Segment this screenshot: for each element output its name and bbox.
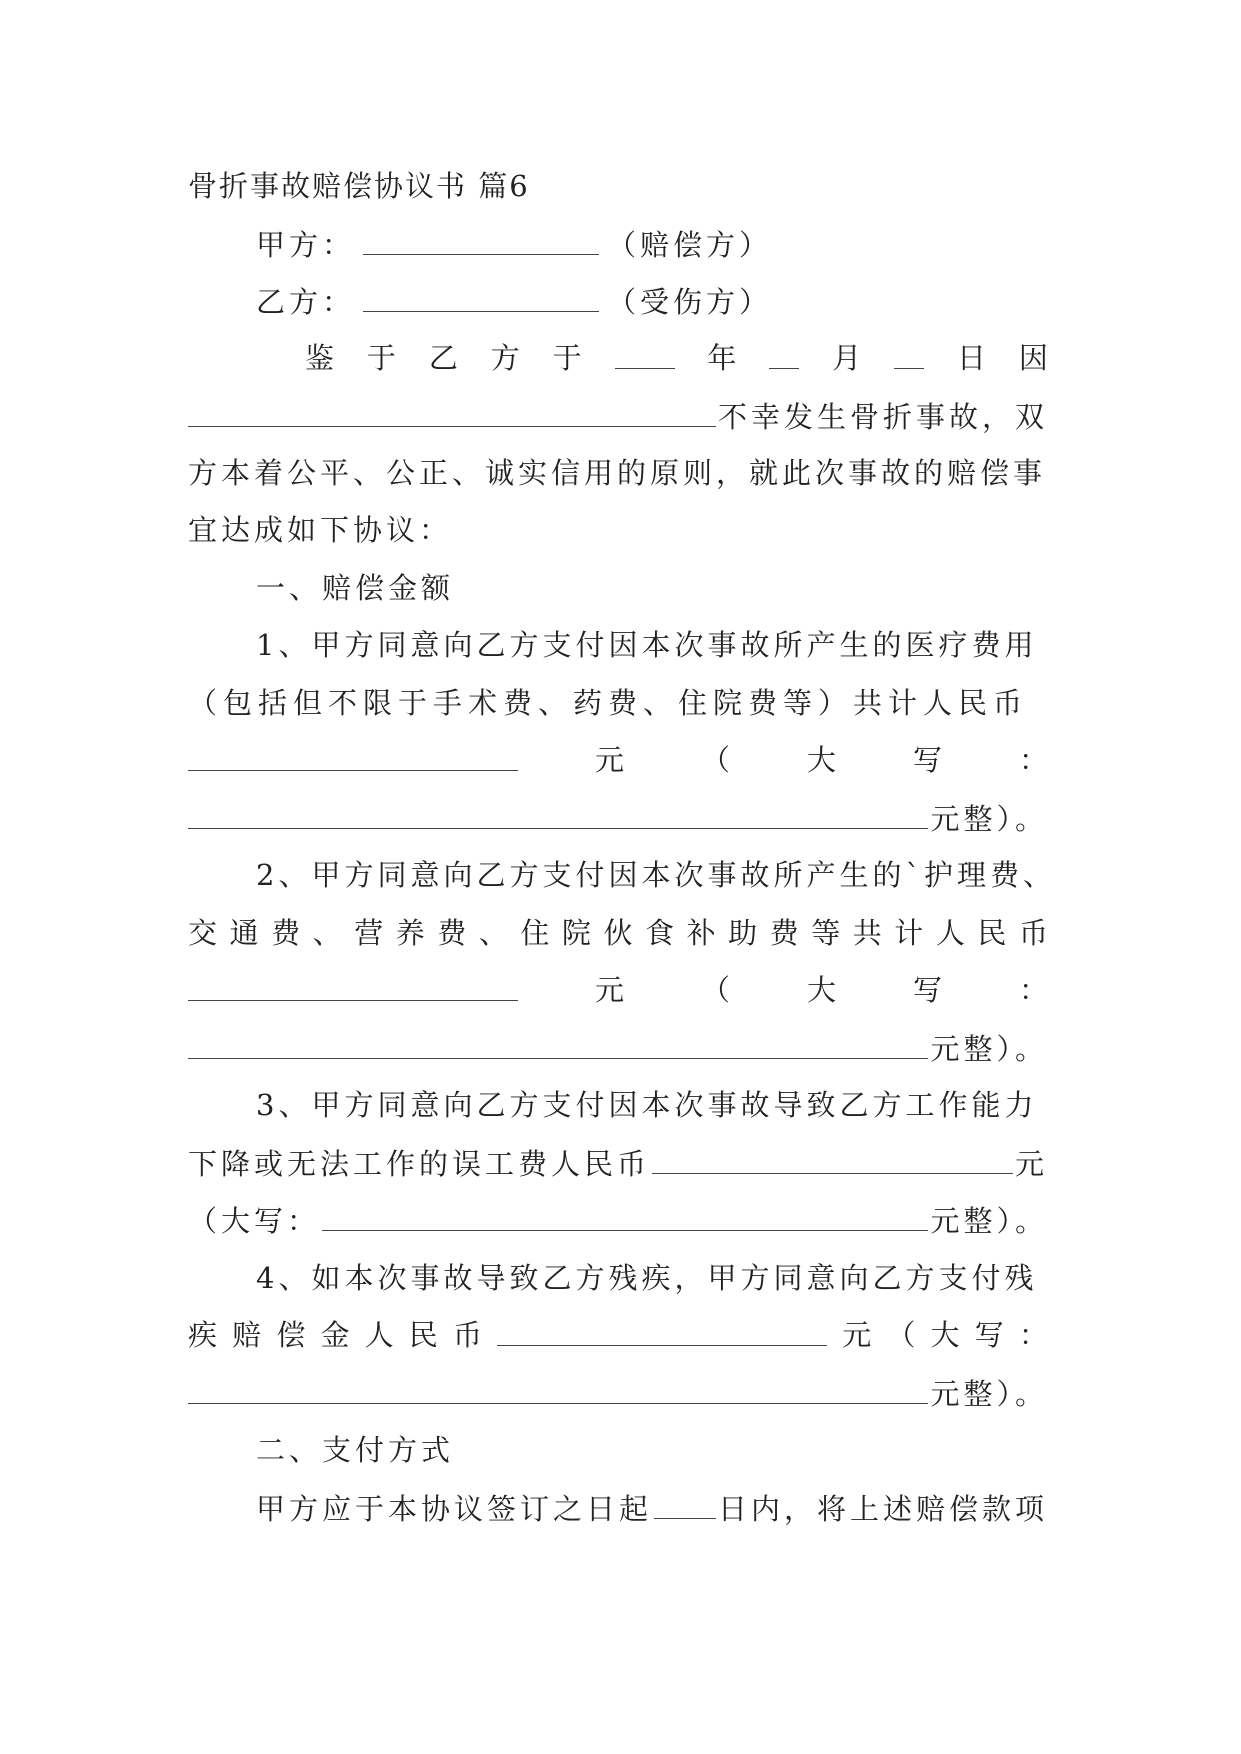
section-2-heading: 二、支付方式 <box>256 1433 455 1467</box>
item-4-line-2: 疾 赔 偿 金 人 民 币 元 （ 大 写 ： <box>188 1315 1048 1355</box>
payment-days-blank <box>654 1488 716 1519</box>
item-4-amount-blank <box>497 1315 827 1346</box>
item-2-line-1: 2、甲方同意向乙方支付因本次事故所产生的`护理费、 <box>256 858 1056 892</box>
item-1-amount-blank <box>188 740 518 771</box>
party-a-line <box>256 224 1048 264</box>
item-1-line-4: 元整）。 <box>188 798 1048 838</box>
party-b-role: （受伤方） <box>607 285 773 319</box>
document-title: 骨折事故赔偿协议书 篇6 <box>188 169 530 203</box>
item-1-line-1: 1、甲方同意向乙方支付因本次事故所产生的医疗费用 <box>256 628 1038 662</box>
item-2-line-3: 元 （ 大 写 ： <box>188 970 1048 1010</box>
month-blank <box>769 338 799 369</box>
party-a-blank <box>363 224 599 255</box>
item-3-uppercase-blank <box>322 1200 928 1231</box>
item-1-line-3: 元 （ 大 写 ： <box>188 740 1048 780</box>
party-b-line <box>256 281 1048 321</box>
item-3-amount-blank <box>652 1143 1013 1174</box>
item-2-amount-blank <box>188 970 518 1001</box>
item-2-line-4: 元整）。 <box>188 1028 1048 1068</box>
section-1-heading: 一、赔偿金额 <box>256 571 455 605</box>
item-2-uppercase-blank <box>188 1028 928 1059</box>
item-4-line-3: 元整）。 <box>188 1373 1048 1413</box>
year-blank <box>615 338 675 369</box>
intro-line-3: 方本着公平、公正、诚实信用的原则，就此次事故的赔偿事 <box>188 456 1047 490</box>
item-3-line-1: 3、甲方同意向乙方支付因本次事故导致乙方工作能力 <box>256 1088 1038 1122</box>
cause-blank <box>188 396 716 427</box>
intro-line-2: 不幸发生骨折事故，双 <box>188 396 1048 436</box>
item-3-line-2: 下降或无法工作的误工费人民币 元 <box>188 1143 1048 1183</box>
party-b-label: 乙方： <box>256 285 356 319</box>
party-b-blank <box>363 281 599 312</box>
item-2-line-2: 交 通 费 、 营 养 费 、 住 院 伙 食 补 助 费 等 共 计 人 民 币 <box>188 916 1048 950</box>
party-a-role: （赔偿方） <box>607 228 773 262</box>
intro-line-4: 宜达成如下协议： <box>188 513 453 547</box>
item-1-uppercase-blank <box>188 798 928 829</box>
item-4-uppercase-blank <box>188 1373 928 1404</box>
item-1-line-2: （包括但不限于手术费、药费、住院费等）共计人民币 <box>188 686 1029 720</box>
day-blank <box>894 338 924 369</box>
party-a-label: 甲方： <box>256 228 356 262</box>
item-3-line-3: （大写： 元整）。 <box>188 1200 1048 1240</box>
intro-line-1: 鉴 于 乙 方 于 年 月 日 因 <box>305 338 1048 378</box>
payment-line: 甲方应于本协议签订之日起 日内，将上述赔偿款项 <box>256 1488 1048 1528</box>
item-4-line-1: 4、如本次事故导致乙方残疾，甲方同意向乙方支付残 <box>256 1261 1038 1295</box>
